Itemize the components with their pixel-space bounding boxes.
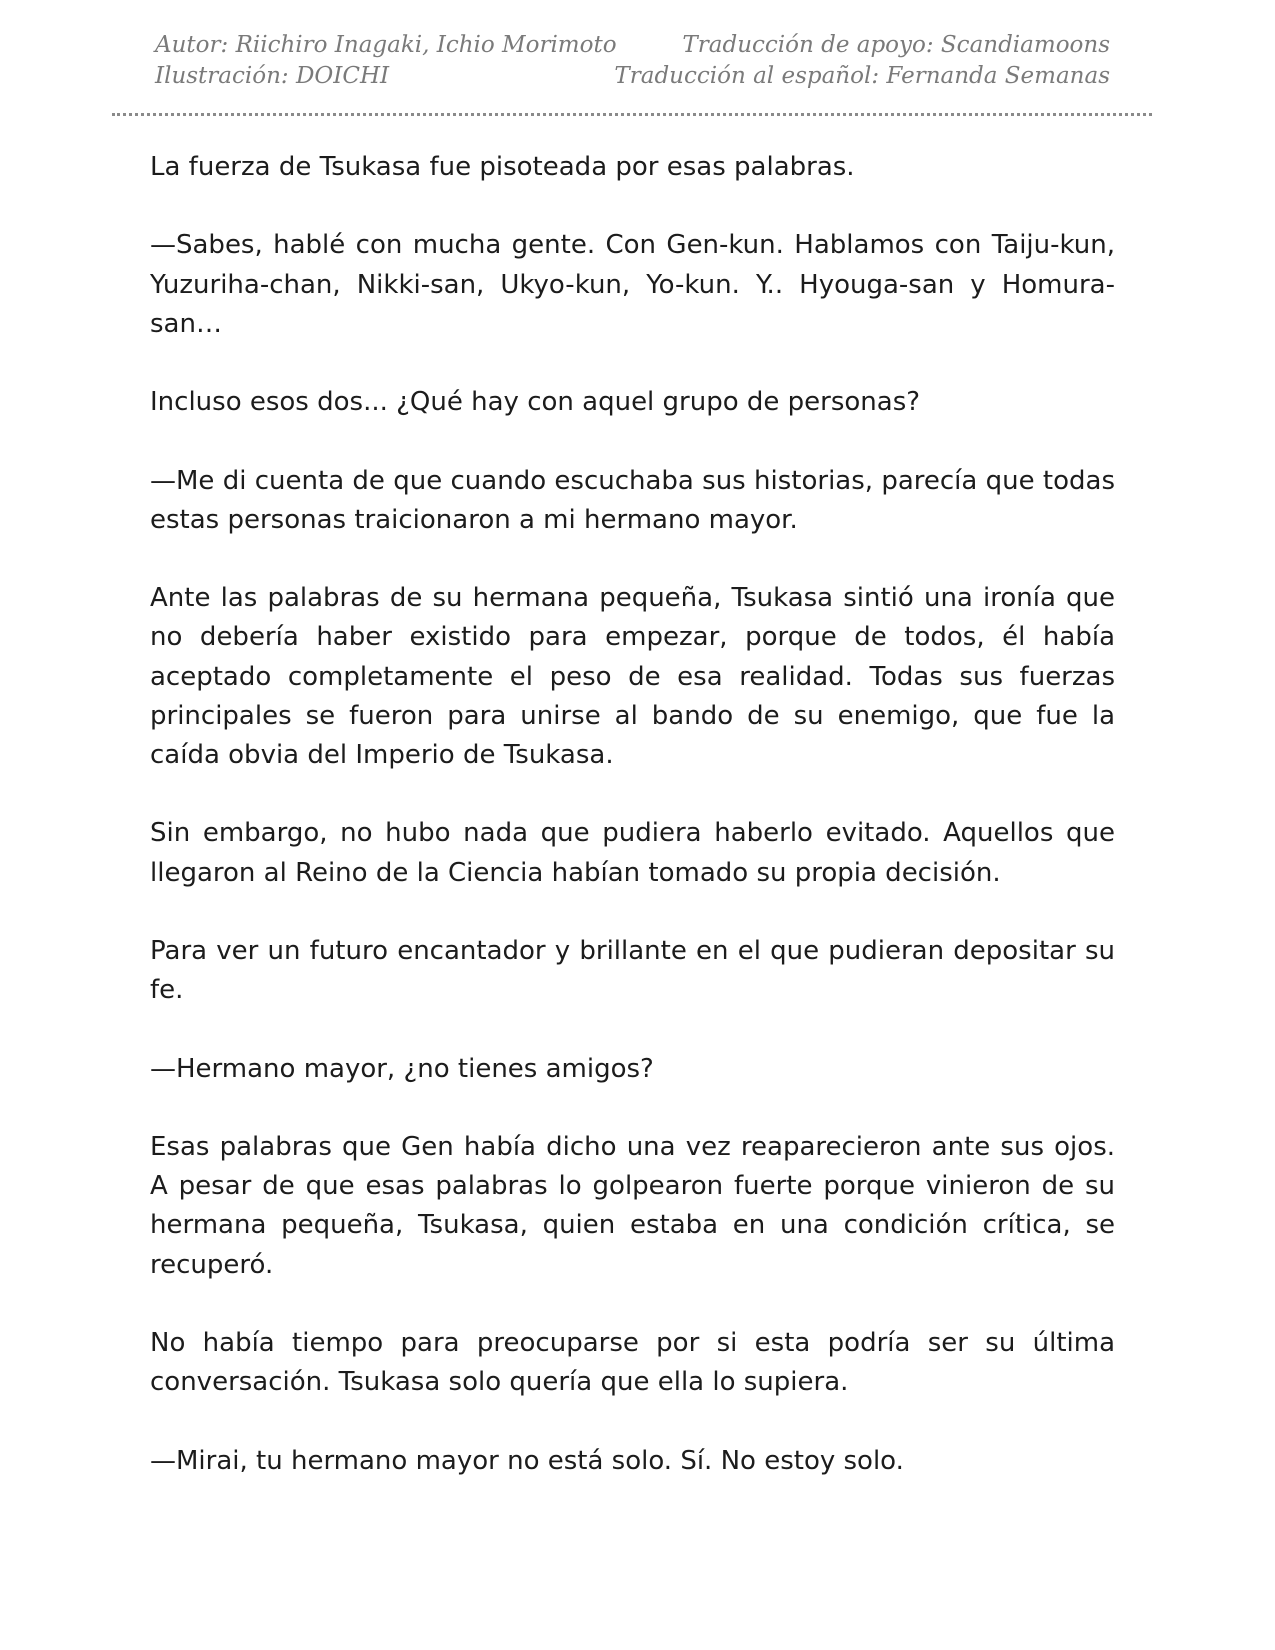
paragraph: Para ver un futuro encantador y brillante en el que pudieran depositar su fe. bbox=[150, 935, 1115, 1006]
illustration-credit: Ilustración: DOICHI bbox=[155, 63, 390, 89]
support-translation-credit: Traducción de apoyo: Scandiamoons bbox=[682, 32, 1110, 58]
paragraph: La fuerza de Tsukasa fue pisoteada por esas palabras. bbox=[150, 152, 855, 182]
header-row-1 bbox=[155, 30, 1110, 61]
header-row-2 bbox=[155, 61, 1110, 92]
paragraph: —Hermano mayor, ¿no tienes amigos? bbox=[150, 1053, 654, 1084]
page-header bbox=[155, 30, 1110, 92]
paragraph: Incluso esos dos... ¿Qué hay con aquel grupo de personas? bbox=[150, 387, 921, 418]
paragraph: Ante las palabras de su hermana pequeña, Tsukasa sintió una ironía que no debería haber existido para empezar, porque de todos, él había aceptado completamente el peso de esa realidad. Todas sus fuerzas principales se fueron para unirse al bando de su enemigo, que fue la caída obvia del Imperio de Tsukasa. bbox=[150, 583, 1115, 770]
body-text bbox=[150, 148, 1115, 1520]
paragraph: —Me di cuenta de que cuando escuchaba sus historias, parecía que todas estas personas traicionaron a mi hermano mayor. bbox=[150, 465, 1115, 535]
author-credit: Autor: Riichiro Inagaki, Ichio Morimoto bbox=[155, 32, 617, 58]
paragraph: —Sabes, hablé con mucha gente. Con Gen-kun. Hablamos con Taiju-kun, Yuzuriha-chan, Nikki-san, Ukyo-kun, Yo-kun. Y.. Hyouga-san y Homura-san… bbox=[150, 230, 1115, 339]
paragraph: Sin embargo, no hubo nada que pudiera haberlo evitado. Aquellos que llegaron al Reino de la Ciencia habían tomado su propia decisión. bbox=[150, 818, 1115, 888]
paragraph: Esas palabras que Gen había dicho una vez reaparecieron ante sus ojos. A pesar de que esas palabras lo golpearon fuerte porque vinieron de su hermana pequeña, Tsukasa, quien estaba en una condición crítica, se recuperó. bbox=[150, 1131, 1115, 1280]
spanish-translation-credit: Traducción al español: Fernanda Semanas bbox=[614, 63, 1110, 89]
header-divider bbox=[112, 113, 1152, 116]
paragraph: No había tiempo para preocuparse por si esta podría ser su última conversación. Tsukasa solo quería que ella lo supiera. bbox=[150, 1327, 1115, 1398]
paragraph: —Mirai, tu hermano mayor no está solo. Sí. No estoy solo. bbox=[150, 1445, 904, 1476]
